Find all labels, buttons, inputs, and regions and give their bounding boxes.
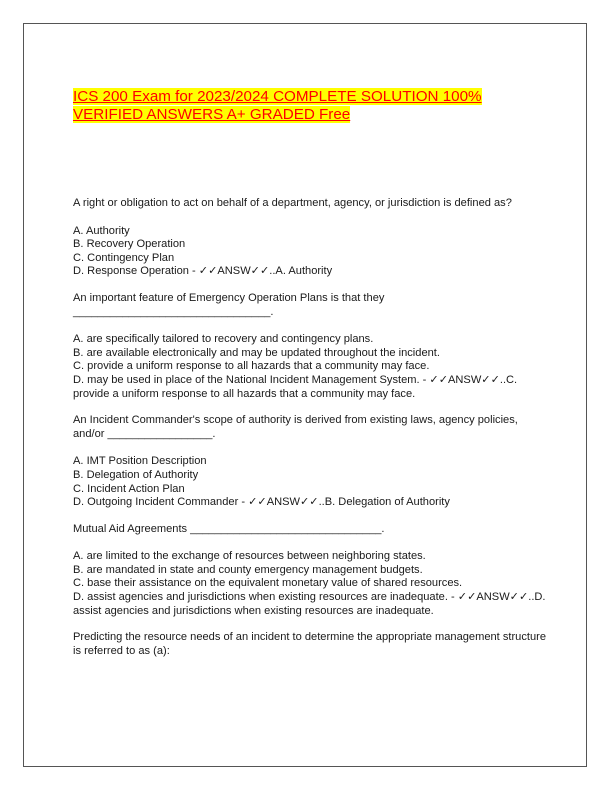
question-2-options <box>73 333 548 401</box>
option-c: C. Incident Action Plan <box>73 482 185 495</box>
question-2-prompt <box>73 292 548 319</box>
question-1-prompt <box>73 197 548 211</box>
option-a: A. are specifically tailored to recovery and contingency plans. <box>73 333 374 346</box>
option-d-with-answer: D. Response Operation - ✓✓ANSW✓✓..A. Authority <box>73 265 333 278</box>
option-c: C. Contingency Plan <box>73 251 175 264</box>
question-4-options <box>73 550 548 618</box>
question-text: A right or obligation to act on behalf of a department, agency, or jurisdiction is defined as? <box>73 197 512 209</box>
option-b: B. Delegation of Authority <box>73 468 199 481</box>
question-text: An important feature of Emergency Operation Plans is that they ________________________________. <box>73 291 385 318</box>
question-text: Predicting the resource needs of an incident to determine the appropriate management structure is referred to as (a): <box>73 631 546 657</box>
question-1-options <box>73 225 548 279</box>
option-c: C. provide a uniform response to all hazards that a community may face. <box>73 360 430 373</box>
option-d-with-answer: D. Outgoing Incident Commander - ✓✓ANSW✓✓..B. Delegation of Authority <box>73 496 450 509</box>
option-d-with-answer: D. assist agencies and jurisdictions when existing resources are inadequate. - ✓✓ANSW✓✓..D. assist agencies and jurisdictions when existing resources are inadequate. <box>73 591 546 617</box>
option-a: A. are limited to the exchange of resources between neighboring states. <box>73 550 426 563</box>
document-title: ICS 200 Exam for 2023/2024 COMPLETE SOLUTION 100% VERIFIED ANSWERS A+ GRADED Free <box>73 88 482 123</box>
option-b: B. Recovery Operation <box>73 238 186 251</box>
option-a: A. Authority <box>73 224 130 237</box>
option-c: C. base their assistance on the equivalent monetary value of shared resources. <box>73 577 463 590</box>
option-b: B. are mandated in state and county emergency management budgets. <box>73 563 423 576</box>
question-3-prompt <box>73 414 548 441</box>
question-text: Mutual Aid Agreements _______________________________. <box>73 522 385 535</box>
question-4-prompt <box>73 523 548 537</box>
question-3-options <box>73 455 548 509</box>
question-text: An Incident Commander's scope of authority is derived from existing laws, agency policies, and/or _________________. <box>73 414 518 440</box>
option-b: B. are available electronically and may be updated throughout the incident. <box>73 346 440 359</box>
option-a: A. IMT Position Description <box>73 455 207 468</box>
question-5-prompt <box>73 631 548 658</box>
document-body <box>73 197 548 672</box>
option-d-with-answer: D. may be used in place of the National Incident Management System. - ✓✓ANSW✓✓..C. provide a uniform response to all hazards that a community may face. <box>73 373 518 400</box>
